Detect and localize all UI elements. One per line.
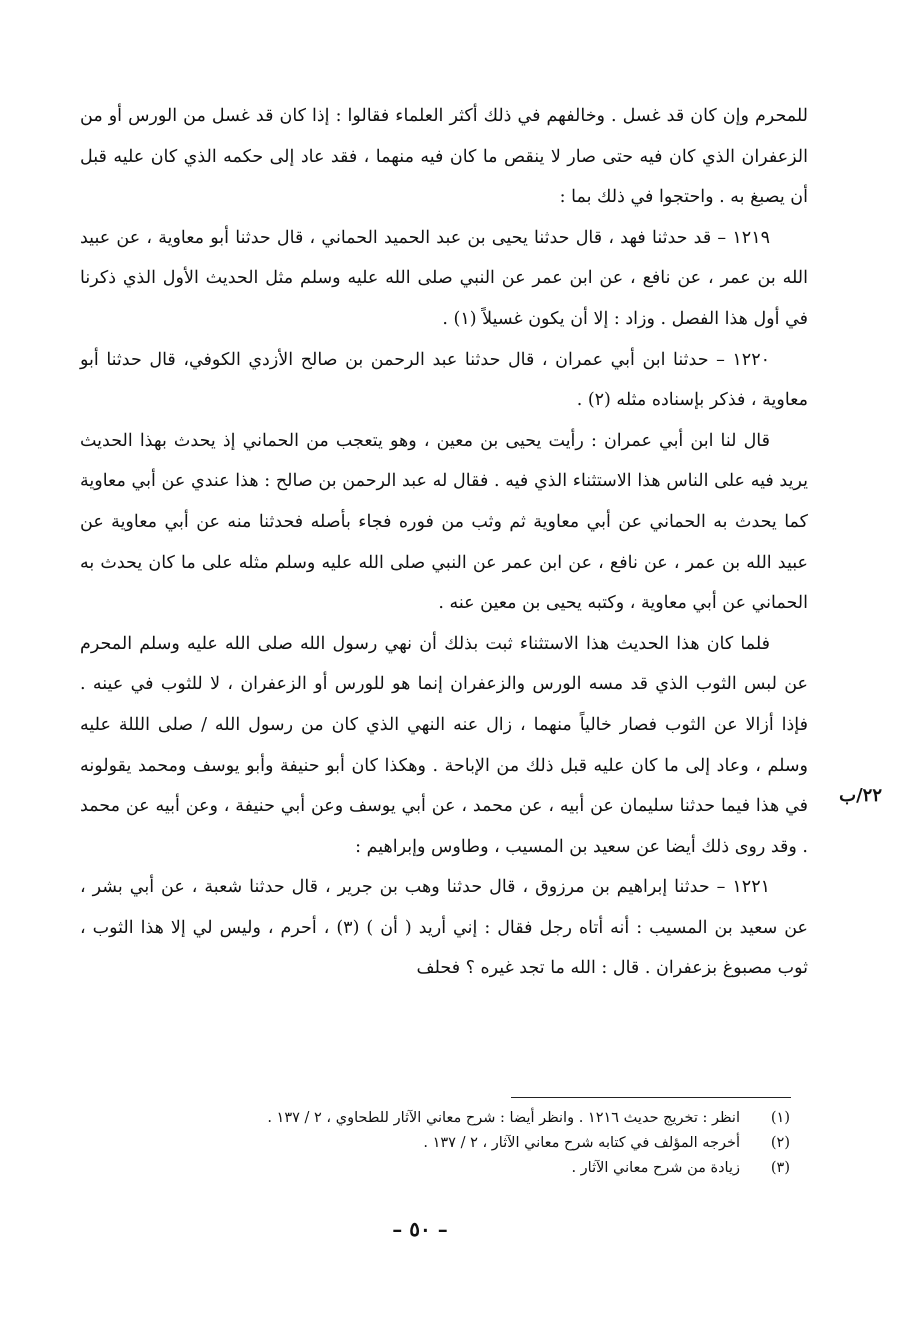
footnote-text: أخرجه المؤلف في كتابه شرح معاني الآثار ، ٢ / ١٣٧ . bbox=[423, 1135, 740, 1151]
paragraph-1: للمحرم وإن كان قد غسل . وخالفهم في ذلك أكثر العلماء فقالوا : إذا كان قد غسل من الورس أو من الزعفران الذي كان فيه حتى صار لا ينقص ما كان فيه منهما ، فقد عاد إلى حكمه الذي كان عليه قبل أن يصبغ به . واحتجوا في ذلك بما : bbox=[80, 106, 808, 208]
footnote-text: زيادة من شرح معاني الآثار . bbox=[571, 1160, 740, 1176]
footnote-item bbox=[100, 1106, 790, 1131]
paragraph-conclusion: فلما كان هذا الحديث هذا الاستثناء ثبت بذلك أن نهي رسول الله صلى الله عليه وسلم المحرم عن لبس الثوب الذي قد مسه الورس والزعفران إنما هو للورس أو الزعفران ، لا للثوب في عينه . فإذا أزالا عن الثوب فصار خالياً منهما ، زال عنه النهي الذي كان من رسول الله / صلى الللة عليه وسلم ، وعاد إلى ما كان عليه قبل ذلك من الإباحة . وهكذا كان أبو حنيفة وأبو يوسف ومحمد يقولونه في هذا فيما حدثنا سليمان عن أبيه ، عن محمد ، عن أبي يوسف وعن أبي حنيفة ، وعن أبيه عن محمد . وقد روى ذلك أيضا عن سعيد بن المسيب ، وطاوس وإبراهيم : bbox=[80, 633, 808, 857]
paragraph-ibn-abi-imran: قال لنا ابن أبي عمران : رأيت يحيى بن معين ، وهو يتعجب من الحماني إذ يحدث بهذا الحديث يريد فيه على الناس هذا الاستثناء الذي فيه . فقال له عبد الرحمن بن صالح : هذا عندي عن أبي معاوية كما يحدث به الحماني عن أبي معاوية ثم وثب من فوره فجاء بأصله فحدثنا منه عن أبي معاوية عن عبيد الله بن عمر ، عن نافع ، عن ابن عمر عن النبي صلى الله عليه وسلم مثله على ما كان يحدث به الحماني عن أبي معاوية ، وكتبه يحيى بن معين عنه . bbox=[80, 430, 808, 614]
footnote-number: (٣) bbox=[770, 1160, 790, 1176]
main-text bbox=[80, 96, 808, 989]
footnote-text: انظر : تخريج حديث ١٢١٦ . وانظر أيضا : شرح معاني الآثار للطحاوي ، ٢ / ١٣٧ . bbox=[267, 1110, 740, 1126]
footnote-item bbox=[100, 1131, 790, 1156]
paragraph-hadith-1220: ١٢٢٠ – حدثنا ابن أبي عمران ، قال حدثنا عبد الرحمن بن صالح الأزدي الكوفي، قال حدثنا أبو معاوية ، فذكر بإسناده مثله (٢) . bbox=[80, 349, 808, 411]
footnotes bbox=[100, 1106, 790, 1181]
footnote-number: (٢) bbox=[770, 1135, 790, 1151]
paragraph-hadith-1221: ١٢٢١ – حدثنا إبراهيم بن مرزوق ، قال حدثنا وهب بن جرير ، قال حدثنا شعبة ، عن أبي بشر ، عن سعيد بن المسيب : أنه أتاه رجل فقال : إني أريد ( أن ) (٣) ، أحرم ، وليس لي إلا هذا الثوب ، ثوب مصبوغ بزعفران . قال : الله ما تجد غيره ؟ فحلف bbox=[80, 877, 808, 979]
footnote-divider bbox=[511, 1097, 791, 1098]
footnote-item bbox=[100, 1156, 790, 1181]
footnote-number: (١) bbox=[770, 1110, 790, 1126]
manuscript-folio-marker: ٢٢/ب bbox=[839, 785, 882, 806]
page-number: – ٥٠ – bbox=[392, 1217, 448, 1241]
paragraph-hadith-1219: ١٢١٩ – قد حدثنا فهد ، قال حدثنا يحيى بن عبد الحميد الحماني ، قال حدثنا أبو معاوية ، عن عبيد الله بن عمر ، عن نافع ، عن ابن عمر عن النبي صلى الله عليه وسلم مثل الحديث الأول الذي ذكرنا في أول هذا الفصل . وزاد : إلا أن يكون غسيلاً (١) . bbox=[80, 227, 808, 329]
